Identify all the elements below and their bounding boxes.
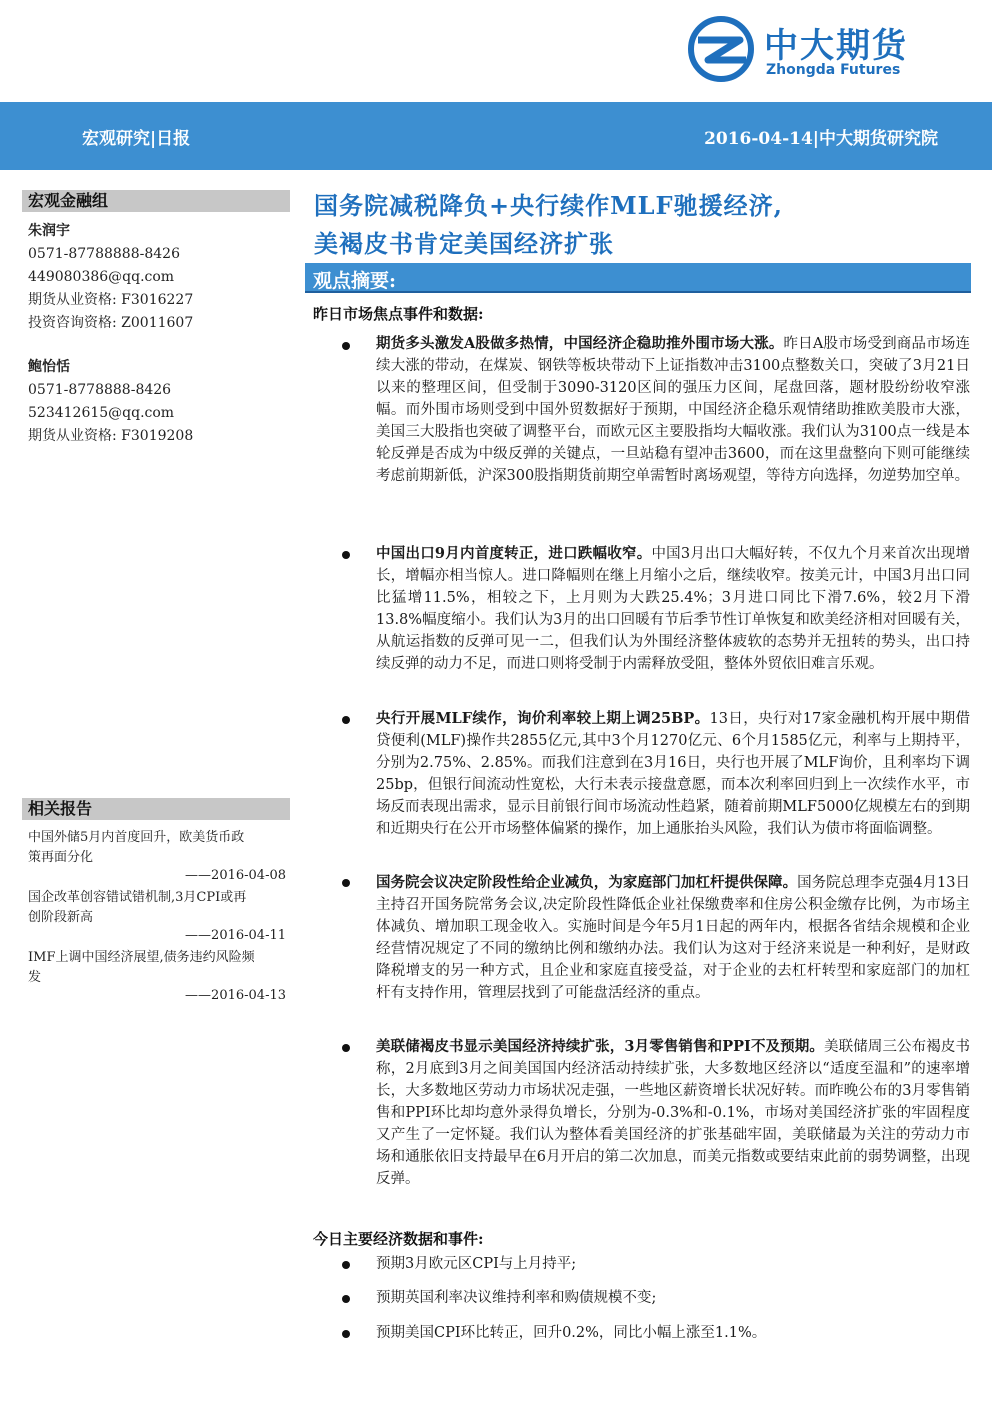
analyst-phone: 0571-87788888-8426	[28, 246, 180, 262]
logo-en-text: Zhongda Futures	[766, 62, 901, 78]
related-report-line: 中国外储5月内首度回升，欧美货币政	[28, 830, 245, 845]
point-paragraph	[376, 333, 970, 487]
bullet-icon	[342, 716, 350, 724]
bullet-icon	[342, 1044, 350, 1052]
bullet-icon	[342, 342, 350, 350]
point-body: 昨日A股市场受到商品市场连续大涨的带动，在煤炭、钢铁等板块带动下上证指数冲击3100点整数关口，突破了3月21日以来的整理区间，但受制于3090-3120区间的强压力区间，尾盘回落，题材股纷纷收窄涨幅。而外围市场则受到中国外贸数据好于预期，中国经济企稳乐观情绪助推欧美股市大涨，美国三大股指也突破了调整平台，而欧元区主要股指均大幅收涨。我们认为3100点一线是本轮反弹是否成为中级反弹的关键点，一旦站稳有望冲击3600，而在这里盘整向下则可能继续考虑前期新低，沪深300股指期货前期空单需暂时离场观望，等待方向选择，勿逆势加空单。	[376, 336, 970, 484]
related-report-line: IMF上调中国经济展望,债务违约风险频	[28, 950, 255, 965]
analyst-cert-futures: 期货从业资格: F3016227	[28, 292, 194, 308]
today-heading: 今日主要经济数据和事件:	[313, 1230, 484, 1248]
analyst-cert-futures: 期货从业资格: F3019208	[28, 428, 194, 444]
analyst-cert-advisory: 投资咨询资格: Z0011607	[28, 315, 194, 331]
bullet-icon	[342, 1295, 350, 1303]
related-report-line: 国企改革创容错试错机制,3月CPI或再	[28, 890, 247, 905]
point-paragraph	[376, 1036, 970, 1190]
related-report-line: 策再面分化	[28, 850, 94, 865]
yesterday-heading: 昨日市场焦点事件和数据:	[313, 305, 484, 323]
point-lead: 中国出口9月内首度转正，进口跌幅收窄。	[376, 545, 652, 562]
report-category: 宏观研究|日报	[82, 129, 191, 149]
sidebar-group-title: 宏观金融组	[22, 190, 290, 212]
analyst-name: 鲍怡恬	[28, 359, 70, 375]
analyst-email[interactable]: 449080386@qq.com	[28, 269, 175, 285]
related-report-link[interactable]	[28, 888, 286, 928]
today-item: 预期美国CPI环比转正，回升0.2%，同比小幅上涨至1.1%。	[376, 1325, 767, 1341]
point-paragraph	[376, 708, 970, 840]
point-body: 中国3月出口大幅好转，不仅九个月来首次出现增长，增幅亦相当惊人。进口降幅则在继上月缩小之后，继续收窄。按美元计，中国3月出口同比猛增11.5%，相较之下，上月则为大跌25.4%；3月进口同比下滑7.6%，较2月下滑13.8%幅度缩小。我们认为3月的出口回暖有节后季节性订单恢复和欧美经济相对回暖有关，从航运指数的反弹可见一二，但我们认为外围经济整体疲软的态势并无扭转的势头，出口持续反弹的动力不足，而进口则将受制于内需释放受阻，整体外贸依旧难言乐观。	[376, 546, 970, 672]
analyst-name: 朱润宇	[28, 223, 70, 239]
point-lead: 国务院会议决定阶段性给企业减负，为家庭部门加杠杆提供保障。	[376, 874, 798, 891]
bullet-icon	[342, 551, 350, 559]
related-report-line: 创阶段新高	[28, 910, 94, 925]
point-lead: 美联储褐皮书显示美国经济持续扩张，3月零售销售和PPI不及预期。	[376, 1038, 824, 1055]
report-title-line-2: 美褐皮书肯定美国经济扩张	[314, 229, 614, 258]
point-body: 美联储周三公布褐皮书称，2月底到3月之间美国国内经济活动持续扩张，大多数地区经济以“适度至温和”的速率增长，大多数地区劳动力市场状况走强，一些地区薪资增长状况好转。而昨晚公布的3月零售销售和PPI环比却均意外录得负增长，分别为-0.3%和-0.1%，市场对美国经济扩张的牢固程度又产生了一定怀疑。我们认为整体看美国经济的扩张基础牢固，美联储最为关注的劳动力市场和通胀依旧支持最早在6月开启的第二次加息，而美元指数或要结束此前的弱势调整，出现反弹。	[376, 1039, 970, 1187]
company-logo	[688, 14, 938, 86]
bullet-icon	[342, 879, 350, 887]
zhongda-logo-icon	[688, 16, 754, 82]
point-paragraph	[376, 543, 970, 675]
point-body: 13日，央行对17家金融机构开展中期借贷便利(MLF)操作共2855亿元,其中3个月1270亿元、6个月1585亿元，利率与上期持平，分别为2.75%、2.85%。而我们注意到在3月16日，央行也开展了MLF询价，且利率均下调25bp，但银行间流动性宽松，大行未表示接盘意愿，而本次利率回归到上一次续作水平，市场反而表现出需求，显示目前银行间市场流动性趋紧，随着前期MLF5000亿规模左右的到期和近期央行在公开市场整体偏紧的操作，加上通胀抬头风险，我们认为债市将面临调整。	[376, 711, 970, 837]
bullet-icon	[342, 1261, 350, 1269]
analyst-phone: 0571-8778888-8426	[28, 382, 172, 398]
related-report-date: ——2016-04-08	[185, 868, 286, 883]
summary-bar	[305, 263, 971, 293]
point-body: 国务院总理李克强4月13日主持召开国务院常务会议,决定阶段性降低企业社保缴费率和住房公积金缴存比例，为市场主体减负、增加职工现金收入。实施时间是今年5月1日起的两年内，根据各省结余规模和企业经营情况规定了不同的缴纳比例和缴纳办法。我们认为这对于经济来说是一种利好，是财政降税增支的另一种方式，且企业和家庭直接受益，对于企业的去杠杆转型和家庭部门的加杠杆有支持作用，管理层找到了可能盘活经济的重点。	[376, 875, 970, 1001]
related-report-date: ——2016-04-13	[185, 988, 286, 1003]
report-date-source: 2016-04-14|中大期货研究院	[704, 129, 938, 149]
related-report-date: ——2016-04-11	[185, 928, 286, 943]
related-report-link[interactable]	[28, 828, 286, 868]
related-report-link[interactable]	[28, 948, 286, 988]
analyst-email[interactable]: 523412615@qq.com	[28, 405, 175, 421]
today-item: 预期英国利率决议维持利率和购债规模不变;	[376, 1290, 657, 1306]
logo-cn-text: 中大期货	[764, 26, 908, 66]
summary-label: 观点摘要:	[313, 270, 397, 292]
point-lead: 期货多头激发A股做多热情，中国经济企稳助推外围市场大涨。	[376, 335, 784, 352]
bullet-icon	[342, 1330, 350, 1338]
point-paragraph	[376, 872, 970, 1004]
related-reports-title: 相关报告	[22, 798, 290, 820]
point-lead: 央行开展MLF续作，询价利率较上期上调25BP。	[376, 710, 710, 727]
related-report-line: 发	[28, 970, 42, 985]
today-item: 预期3月欧元区CPI与上月持平;	[376, 1256, 577, 1272]
report-title-line-1: 国务院减税降负+央行续作MLF驰援经济,	[314, 191, 783, 220]
